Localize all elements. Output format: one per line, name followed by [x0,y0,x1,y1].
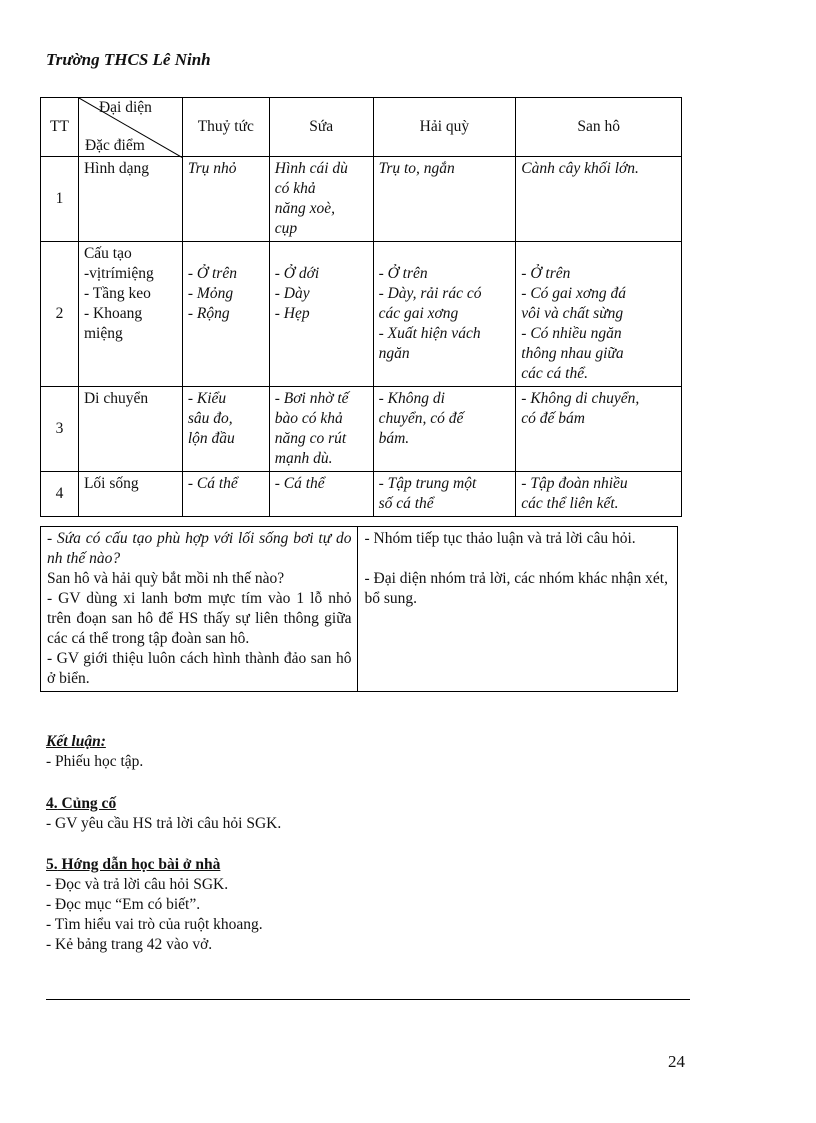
cell-line: thông nhau giữa [521,345,624,362]
cell-line: các thể liên kết. [521,495,619,512]
cell-line: - Dày [274,285,310,302]
cell-line: - Có gai xơng đá [521,285,627,302]
table-cell [516,387,682,472]
feature-line: -vịtrímiệng [83,265,154,282]
table-cell [269,387,373,472]
cell-line: sâu đo, [187,410,233,427]
question-text: San hô và hải quỳ bắt mồi nh thế nào? [47,570,285,587]
cell-line: lộn đầu [187,430,235,447]
activity-table [40,526,678,692]
cell-line: cụp [274,220,298,237]
cell-line: số cá thể [378,495,434,512]
cell-line: các gai xơng [378,305,459,322]
table-cell [269,157,373,242]
list-item: - Kẻ bảng trang 42 vào vở. [46,936,213,953]
feature-line: - Tầng keo [83,285,151,302]
list-item: - Tìm hiểu vai trò của ruột khoang. [46,916,263,933]
row-number: 4 [41,472,79,517]
cell-line: - Xuất hiện vách [378,325,481,342]
table-cell [373,387,516,472]
feature-line: Hình dạng [83,160,149,177]
activity-text: - Đại diện nhóm trả lời, các nhóm khác nhận xét, bổ sung. [364,570,668,607]
cell-line: năng co rút [274,430,347,447]
table-cell [269,472,373,517]
cell-line: chuyển, có đế [378,410,464,427]
col-tt-header: TT [41,98,79,157]
table-row [41,472,682,517]
table-cell [182,387,269,472]
cell-line: Trụ to, ngắn [378,160,455,177]
cell-line: Hình cái dù [274,160,348,177]
diag-top-label: Đại diện [98,99,152,116]
table-cell [269,242,373,387]
section-5 [46,855,263,955]
col-header: Thuỷ tức [182,98,269,157]
page-number: 24 [668,1052,685,1071]
activity-row [41,527,678,692]
table-cell [516,157,682,242]
feature-cell [78,242,182,387]
conclusion-text: - Phiếu học tập. [46,753,144,770]
row-number: 2 [41,242,79,387]
cell-line: bám. [378,430,410,447]
cell-line: năng xoè, [274,200,336,217]
feature-line: Cấu tạo [83,245,132,262]
feature-line: Lối sống [83,475,139,492]
cell-line [188,244,264,264]
cell-line: - Ở trên [378,265,428,282]
cell-line: có khả [274,180,316,197]
cell-line: - Ở trên [521,265,571,282]
cell-line: - Cá thể [274,475,325,492]
conclusion-heading: Kết luận: [46,733,106,750]
cell-line: - Rộng [187,305,230,322]
cell-line: ngăn [378,345,410,362]
feature-line: - Khoang [83,305,143,322]
feature-cell [78,472,182,517]
table-cell [373,472,516,517]
feature-cell [78,387,182,472]
activity-text: - GV giới thiệu luôn cách hình thành đảo san hô ở biển. [47,650,352,687]
cell-line: mạnh dù. [274,450,333,467]
list-item: - Đọc mục “Em có biết”. [46,896,201,913]
cell-line: Cành cây khối lớn. [521,160,639,177]
section-4-number: 4. [46,795,58,812]
cell-line: Trụ nhỏ [187,160,237,177]
section-5-title: Hớng dẫn học bài ở nhà [57,856,221,873]
cell-line: có đế bám [521,410,585,427]
table-row [41,242,682,387]
list-item: - Đọc và trả lời câu hỏi SGK. [46,876,229,893]
section-4-title: Củng cố [57,795,117,812]
col-header: San hô [516,98,682,157]
section-4-text: - GV yêu cầu HS trả lời câu hỏi SGK. [46,815,282,832]
cell-line: - Dày, rải rác có [378,285,482,302]
section-4-heading [46,794,281,814]
section-4 [46,794,281,834]
activity-text: - GV dùng xi lanh bơm mực tím vào 1 lỗ nhỏ trên đoạn san hô để HS thấy sự liên thông giữa các cá thể trong tập đoàn san hô. [47,590,352,647]
cell-line: - Tập trung một [378,475,477,492]
conclusion-block [46,732,143,772]
table-cell [182,242,269,387]
section-5-number: 5. [46,856,58,873]
section-5-heading [46,855,263,875]
cell-line: vôi và chất sừng [521,305,624,322]
student-activity-cell [358,527,678,692]
table-cell [373,157,516,242]
table-cell [516,242,682,387]
feature-line: Di chuyển [83,390,149,407]
cell-line: - Hẹp [274,305,310,322]
question-text: - Sứa có cấu tạo phù hợp với lối sống bơi tự do nh thế nào? [47,530,352,567]
cell-line: - Không di [378,390,445,407]
comparison-table [40,97,682,517]
cell-line: - Ở trên [187,265,237,282]
col-header: Sứa [269,98,373,157]
cell-line: - Bơi nhờ tế [274,390,349,407]
cell-line: - Cá thể [187,475,238,492]
col-header: Hải quỳ [373,98,516,157]
table-row [41,157,682,242]
teacher-activity-cell [41,527,358,692]
spacer [364,549,671,569]
table-cell [373,242,516,387]
feature-line: miệng [83,325,123,342]
row-number: 1 [41,157,79,242]
table-cell [516,472,682,517]
cell-line: - Tập đoàn nhiều [521,475,628,492]
row-number: 3 [41,387,79,472]
cell-line [275,244,368,264]
footer-divider [46,999,690,1000]
school-header: Trường THCS Lê Ninh [46,50,211,69]
cell-line [521,244,676,264]
diagonal-header-cell [78,98,182,157]
table-cell [182,472,269,517]
table-row [41,387,682,472]
cell-line: các cá thể. [521,365,588,382]
table-header-row [41,98,682,157]
activity-text: - Nhóm tiếp tục thảo luận và trả lời câu hỏi. [364,530,636,547]
cell-line: - Mỏng [187,285,234,302]
cell-line [379,244,511,264]
cell-line: bào có khả [274,410,343,427]
feature-cell [78,157,182,242]
cell-line: - Có nhiều ngăn [521,325,622,342]
table-cell [182,157,269,242]
cell-line: - Không di chuyển, [521,390,640,407]
diag-bottom-label: Đặc điểm [84,137,145,154]
cell-line: - Ở dới [274,265,320,282]
cell-line: - Kiểu [187,390,227,407]
